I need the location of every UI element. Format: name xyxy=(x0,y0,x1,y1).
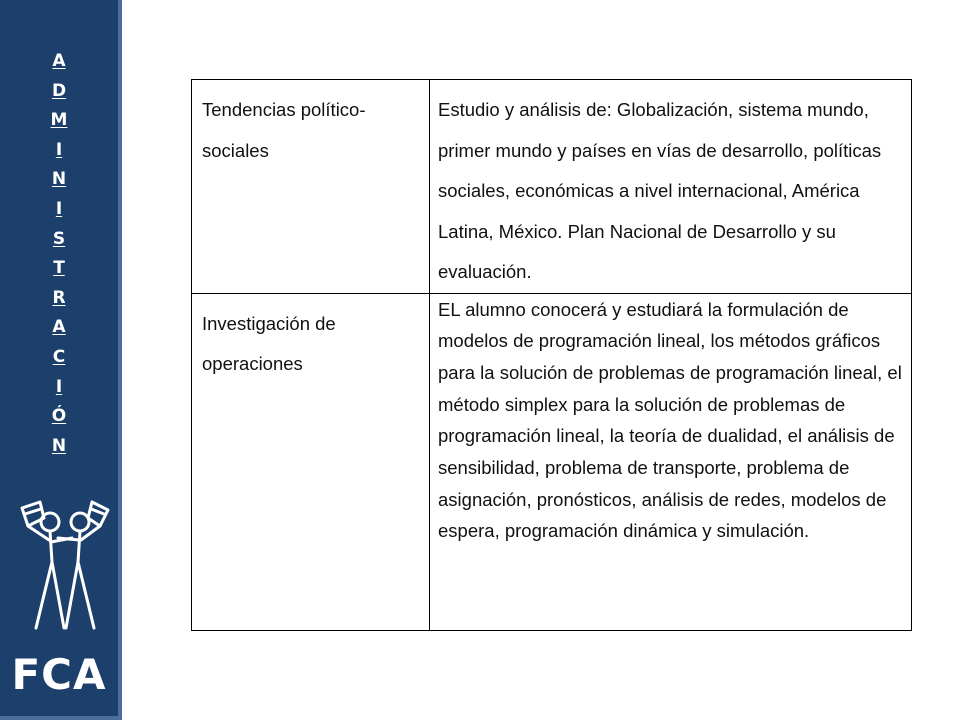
curriculum-table xyxy=(191,79,912,631)
title-letter: M xyxy=(50,110,68,131)
title-letter: S xyxy=(52,228,66,249)
title-letter: D xyxy=(51,80,67,101)
title-letter: I xyxy=(55,376,63,397)
title-letter: Ó xyxy=(51,406,67,427)
sidebar xyxy=(0,0,122,720)
description-cell: Estudio y análisis de: Globalización, sistema mundo, primer mundo y países en vías de desarrollo, políticas sociales, económicas a nivel internacional, América Latina, México. Plan Nacional de Desarrollo y su evaluación. xyxy=(430,80,912,294)
emblem-icon xyxy=(14,500,114,640)
table-row xyxy=(192,293,912,630)
title-letter: A xyxy=(52,317,66,338)
table-row xyxy=(192,80,912,294)
fca-logo-text: FCA xyxy=(11,650,107,699)
title-letter: A xyxy=(52,51,66,71)
title-letter: R xyxy=(52,287,66,308)
title-letter: N xyxy=(51,169,67,190)
subject-cell: Investigación de operaciones xyxy=(192,293,430,630)
title-letter: T xyxy=(53,258,65,279)
title-letter: I xyxy=(55,198,63,219)
vertical-title xyxy=(0,47,118,461)
title-letter: C xyxy=(52,346,66,367)
subject-cell: Tendencias político-sociales xyxy=(192,80,430,294)
title-letter: I xyxy=(55,139,63,160)
title-letter: N xyxy=(51,435,67,456)
description-cell: EL alumno conocerá y estudiará la formulación de modelos de programación lineal, los métodos gráficos para la solución de problemas de programación lineal, el método simplex para la solución de problemas de programación lineal, la teoría de dualidad, el análisis de sensibilidad, problema de transporte, problema de asignación, pronósticos, análisis de redes, modelos de espera, programación dinámica y simulación. xyxy=(430,293,912,630)
